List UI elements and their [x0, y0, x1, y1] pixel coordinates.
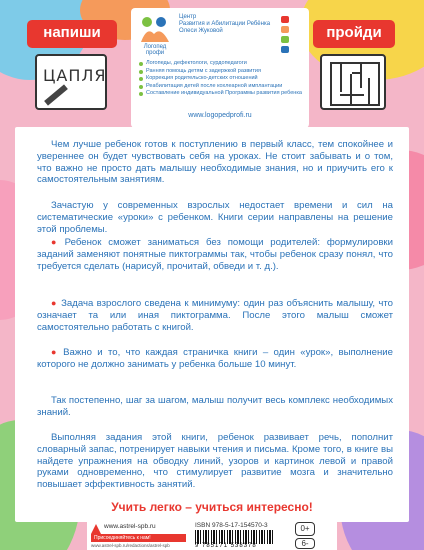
age-rating-badge: 0+ [295, 522, 315, 536]
bullet-lesson-text: Важно и то, что каждая страничка книги – один «урок», выполнение которого не должно занимать у ребенка больше 10 минут. [37, 347, 394, 370]
badge-write: напиши [27, 20, 117, 48]
maze-icon [330, 62, 380, 106]
center-line2: Развития и Абилитации Ребёнка [179, 21, 271, 27]
imprint-bar [87, 522, 337, 550]
heart-icon [281, 16, 289, 23]
isbn: ISBN 978-5-17-154570-3 [195, 522, 268, 529]
service-item: Ранняя помощь детям с задержкой развития [139, 68, 304, 76]
bullet-independent-text: Ребенок сможет заниматься без помощи родителей: формулировки заданий заменяют понятные пиктограммы так, чтобы ребенок сразу понял, что требуется сделать (нарисуй, прочитай, обведи и т. д.). [37, 237, 393, 272]
hearts-column [281, 16, 291, 56]
service-item: Реабилитация детей после кохлеарной имплантации [139, 83, 304, 91]
barcode-icon [195, 530, 273, 544]
heart-icon [281, 46, 289, 53]
sample-word: ЦАПЛЯ [43, 66, 107, 85]
barcode-number: 9 785171 538378 [195, 543, 257, 549]
pencil-icon [44, 84, 68, 105]
paragraph-intro: Чем лучше ребенок готов к поступлению в первый класс, тем спокойнее и увереннее он будет чувствовать себя на уроках. Не стоит забывать и о том, что важно не просто дать малышу необходимые знания, но и приучить его к самостоятельным занятиям. [37, 139, 393, 186]
paragraph-step-by-step: Так постепенно, шаг за шагом, малыш получит весь комплекс необходимых знаний. [37, 395, 393, 418]
badge-maze: пройди [313, 20, 395, 48]
services-list [139, 60, 304, 98]
paragraph-benefits: Выполняя задания этой книги, ребенок развивает речь, пополнит словарный запас, потренирует навыки чтения и письма. Кроме того, в книге вы найдете упражнения на обводку линий, узоров и картинок левой и правой руками одновременно, что стимулирует развитие мозга и значительно повышает эффективность занятий. [37, 432, 393, 491]
service-item: Логопеды, дефектологи, сурдопедагоги [139, 60, 304, 68]
service-item: Коррекция родительско-детских отношений [139, 75, 304, 83]
bullet-adult-task-text: Задача взрослого сведена к минимуму: один раз объяснить малышу, что означает та или иная пиктограмма. После этого малыш сможет самостоятельно работать с книгой. [37, 298, 393, 333]
logo-caption: Логопед профи [143, 44, 167, 56]
service-item: Составление индивидуальной Программы развития ребенка [139, 90, 304, 98]
write-sample-thumb [35, 54, 107, 110]
slogan: Учить легко – учиться интересно! [111, 500, 313, 514]
logopedprofi-logo [137, 14, 173, 44]
publisher-site-link[interactable]: www.astrel-spb.ru [104, 523, 156, 530]
astrel-logo-icon [91, 524, 101, 534]
heart-icon [281, 36, 289, 43]
bullet-independent [37, 237, 393, 272]
center-line3: Олеси Жуковой [179, 28, 223, 34]
heart-icon [281, 26, 289, 33]
description-panel [15, 127, 409, 522]
maze-sample-thumb [320, 54, 386, 110]
center-line1: Центр [179, 14, 197, 20]
social-link[interactable]: www.astrel-spb.ru/redactions/astrel-spb [91, 543, 170, 548]
age-rating-badge-secondary: 6- [295, 538, 315, 549]
logopedprofi-card [131, 8, 309, 128]
bullet-adult-task [37, 298, 393, 333]
bullet-lesson [37, 347, 393, 371]
logopedprofi-site-link[interactable]: www.logopedprofi.ru [188, 112, 252, 119]
join-us-banner: Присоединяйтесь к нам! [91, 534, 186, 542]
paragraph-problem: Зачастую у современных взрослых недостает времени и сил на систематические «уроки» с ребенком. Книги серии направлены на решение этой проблемы. [37, 200, 393, 235]
